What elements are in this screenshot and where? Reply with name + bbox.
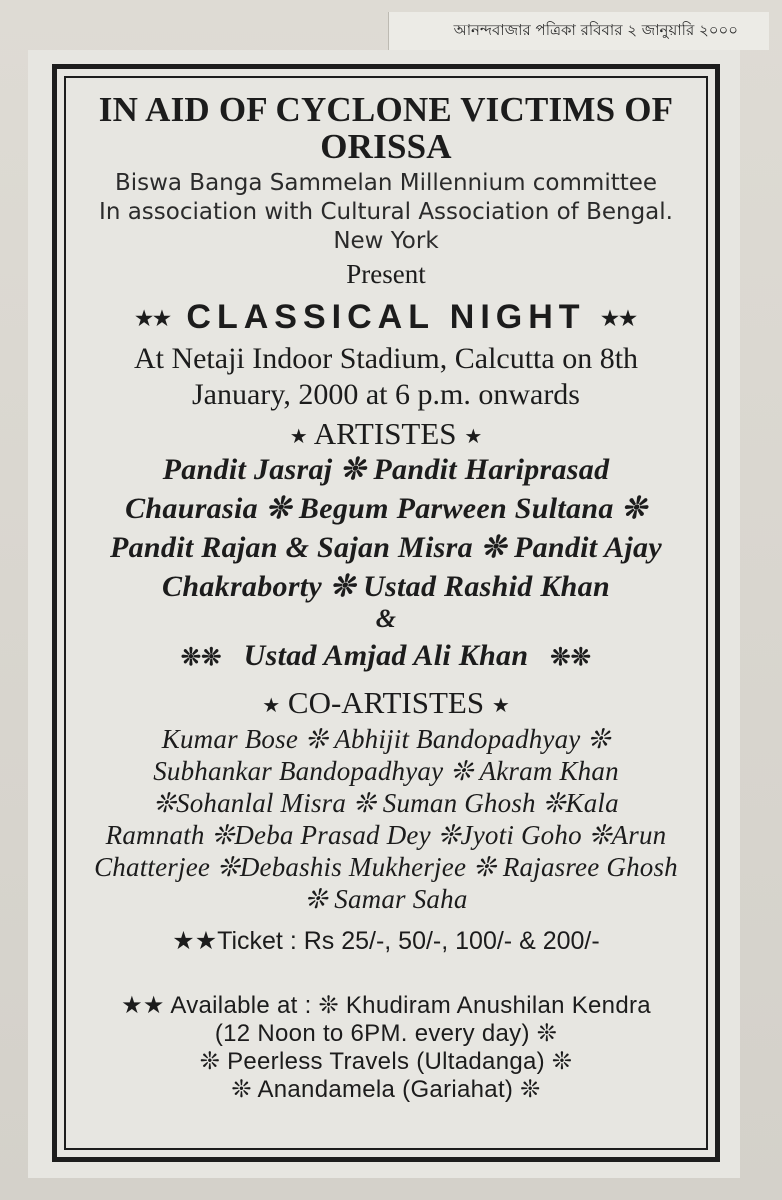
star-icon: ★ — [464, 425, 483, 448]
star-icon: ★ — [262, 694, 281, 717]
star-icon: ★ — [289, 425, 308, 448]
artistes-heading-text: ARTISTES — [313, 416, 457, 451]
asterism-ornament-left: ❊❊ — [180, 645, 222, 671]
headline-line-1: IN AID OF CYCLONE VICTIMS OF — [98, 90, 674, 129]
artiste-line: Chaurasia ❊ Begum Parween Sultana ❊ — [125, 492, 647, 525]
artiste-line: Pandit Rajan & Sajan Misra ❊ Pandit Ajay — [110, 531, 662, 564]
star-icon: ★ — [491, 694, 510, 717]
co-artiste-line: Subhankar Bandopadhyay ❊ Akram Khan — [153, 756, 619, 786]
newspaper-masthead: আনন্দবাজার পত্রিকা রবিবার ২ জানুয়ারি ২০০০ — [453, 21, 738, 39]
organizer-line-2: In association with Cultural Association of Bengal. — [99, 199, 673, 225]
co-artiste-line: ❊Sohanlal Misra ❊ Suman Ghosh ❊Kala — [153, 788, 619, 818]
event-title-text: CLASSICAL NIGHT — [186, 298, 586, 336]
headline-line-2: ORISSA — [320, 127, 452, 166]
ampersand: & — [375, 604, 397, 633]
organizer-line-1: Biswa Banga Sammelan Millennium committee — [114, 170, 658, 196]
co-artiste-line: Chatterjee ❊Debashis Mukherjee ❊ Rajasree Ghosh — [94, 852, 678, 882]
co-artiste-line: Kumar Bose ❊ Abhijit Bandopadhyay ❊ — [161, 724, 611, 754]
availability-line: ❊ Peerless Travels (Ultadanga) ❊ — [199, 1048, 573, 1075]
artistes-heading — [68, 418, 704, 449]
advertisement — [68, 80, 704, 1146]
asterism-ornament-right: ❊❊ — [550, 645, 592, 671]
artiste-line: Chakraborty ❊ Ustad Rashid Khan — [162, 570, 610, 603]
star-ornament-left: ★★ — [135, 308, 171, 331]
artiste-final-name: Ustad Amjad Ali Khan — [243, 639, 529, 672]
venue-line-1: At Netaji Indoor Stadium, Calcutta on 8th — [133, 342, 639, 375]
organizer-line-3: New York — [333, 228, 439, 254]
artiste-final-line — [68, 641, 704, 671]
present-label: Present — [346, 259, 426, 289]
star-ornament-right: ★★ — [601, 308, 637, 331]
artiste-line: Pandit Jasraj ❊ Pandit Hariprasad — [162, 453, 610, 486]
availability-line: ★★ Available at : ❊ Khudiram Anushilan Kendra — [121, 992, 651, 1019]
co-artistes-heading — [68, 687, 704, 718]
ticket-prices: ★★Ticket : Rs 25/-, 50/-, 100/- & 200/- — [172, 927, 600, 955]
availability-line: (12 Noon to 6PM. every day) ❊ — [214, 1020, 558, 1047]
venue-line-2: January, 2000 at 6 p.m. onwards — [192, 378, 580, 411]
co-artiste-line: Ramnath ❊Deba Prasad Dey ❊Jyoti Goho ❊Arun — [105, 820, 667, 850]
co-artiste-line: ❊ Samar Saha — [304, 884, 468, 914]
event-title — [68, 300, 704, 334]
co-artistes-heading-text: CO-ARTISTES — [287, 685, 485, 720]
availability-line: ❊ Anandamela (Gariahat) ❊ — [231, 1076, 541, 1103]
